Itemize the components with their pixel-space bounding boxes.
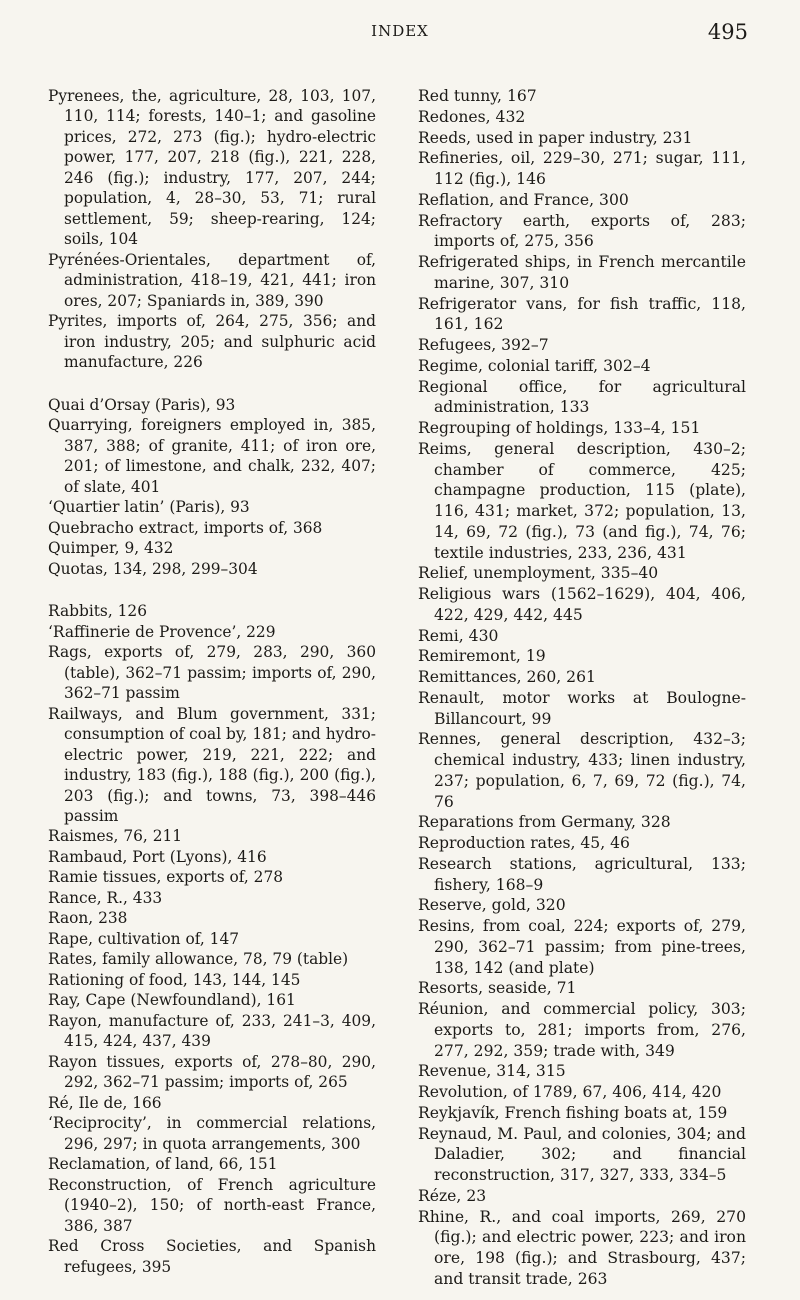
index-entry: Rape, cultivation of, 147 — [48, 929, 240, 948]
index-entry: Quai d’Orsay (Paris), 93 — [48, 395, 236, 414]
index-entry: Resorts, seaside, 71 — [418, 979, 577, 998]
index-entry: Refractory earth, exports of, 283; imports of, 275, 356 — [418, 211, 746, 251]
index-entry: Reserve, gold, 320 — [418, 896, 566, 915]
index-entry: Refrigerator vans, for fish traffic, 118, 161, 162 — [418, 294, 746, 334]
index-entry: Réze, 23 — [418, 1186, 487, 1205]
index-entry: Ramie tissues, exports of, 278 — [48, 868, 284, 887]
index-column-right — [418, 86, 746, 1290]
index-entry: Rationing of food, 143, 144, 145 — [48, 970, 301, 989]
index-entry: Pyrénées-Orientales, department of, administration, 418–19, 421, 441; iron ores, 207; Spaniards in, 389, 390 — [48, 250, 376, 310]
index-entry: Refugees, 392–7 — [418, 336, 549, 354]
index-column-left — [48, 86, 376, 1277]
index-entry: Railways, and Blum government, 331; consumption of coal by, 181; and hydro-electric power, 219, 221, 222; and industry, 183 (fig.), 188 (fig.), 200 (fig.), 203 (fig.); and towns, 73, 398–446 passim — [48, 704, 376, 825]
index-entry: Reeds, used in paper industry, 231 — [418, 128, 693, 147]
index-entry: Remi, 430 — [418, 626, 499, 645]
index-entry: Reims, general description, 430–2; chamber of commerce, 425; champagne production, 115 (plate), 116, 431; market, 372; population, 13, 14, 69, 72 (fig.), 73 (and fig.), 74, 76; textile industries, 233, 236, 431 — [418, 439, 746, 562]
index-entry: Réunion, and commercial policy, 303; exports to, 281; imports from, 276, 277, 292, 359; trade with, 349 — [418, 1000, 746, 1060]
index-entry: Rennes, general description, 432–3; chemical industry, 433; linen industry, 237; population, 6, 7, 69, 72 (fig.), 74, 76 — [418, 730, 746, 811]
index-entry: Religious wars (1562–1629), 404, 406, 422, 429, 442, 445 — [418, 585, 746, 624]
index-entry: Rance, R., 433 — [48, 888, 163, 907]
index-entry: Revolution, of 1789, 67, 406, 414, 420 — [418, 1083, 722, 1101]
page-header — [0, 22, 800, 52]
index-entry: Quarrying, foreigners employed in, 385, 387, 388; of granite, 411; of iron ore, 201; of limestone, and chalk, 232, 407; of slate, 401 — [48, 416, 376, 496]
section-gap — [48, 373, 376, 395]
index-entry: Pyrites, imports of, 264, 275, 356; and iron industry, 205; and sulphuric acid manufacture, 226 — [48, 312, 376, 372]
index-entry: Rayon tissues, exports of, 278–80, 290, 292, 362–71 passim; imports of, 265 — [48, 1052, 376, 1092]
index-entry: Renault, motor works at Boulogne-Billancourt, 99 — [418, 688, 746, 728]
index-entry: Ré, Ile de, 166 — [48, 1093, 162, 1112]
index-entry: ‘Raffinerie de Provence’, 229 — [48, 622, 276, 641]
index-entry: Reparations from Germany, 328 — [418, 813, 671, 832]
index-entry: Reynaud, M. Paul, and colonies, 304; and Daladier, 302; and financial reconstruction, 317, 327, 333, 334–5 — [418, 1124, 746, 1184]
index-entry: Rayon, manufacture of, 233, 241–3, 409, 415, 424, 437, 439 — [48, 1011, 376, 1051]
index-entry: Rambaud, Port (Lyons), 416 — [48, 847, 267, 866]
section-gap — [48, 579, 376, 601]
index-entry: ‘Quartier latin’ (Paris), 93 — [48, 498, 250, 517]
index-entry: Remiremont, 19 — [418, 647, 546, 666]
index-entry: Red Cross Societies, and Spanish refugees, 395 — [48, 1237, 376, 1276]
page-number: 495 — [707, 20, 748, 44]
index-entry: Reconstruction, of French agriculture (1940–2), 150; of north-east France, 386, 387 — [48, 1175, 376, 1235]
index-entry: Remittances, 260, 261 — [418, 668, 596, 686]
index-entry: Red tunny, 167 — [418, 87, 537, 105]
index-entry: Resins, from coal, 224; exports of, 279, 290, 362–71 passim; from pine-trees, 138, 142 (and plate) — [418, 917, 746, 977]
index-entry: Reykjavík, French fishing boats at, 159 — [418, 1103, 728, 1122]
index-entry: Quotas, 134, 298, 299–304 — [48, 559, 258, 578]
index-entry: Reflation, and France, 300 — [418, 190, 629, 209]
index-entry: Regime, colonial tariff, 302–4 — [418, 356, 651, 375]
index-entry: Redones, 432 — [418, 107, 526, 126]
index-entry: Rates, family allowance, 78, 79 (table) — [48, 950, 349, 969]
index-entry: Revenue, 314, 315 — [418, 1062, 566, 1081]
index-entry: Raismes, 76, 211 — [48, 827, 183, 846]
index-entry: Refineries, oil, 229–30, 271; sugar, 111, 112 (fig.), 146 — [418, 149, 746, 188]
index-entry: Raon, 238 — [48, 909, 128, 928]
index-entry: Rabbits, 126 — [48, 602, 147, 621]
index-entry: Pyrenees, the, agriculture, 28, 103, 107, 110, 114; forests, 140–1; and gasoline prices, 272, 273 (fig.); hydro-electric power, 177, 207, 218 (fig.), 221, 228, 246 (fig.); industry, 177, 207, 244; population, 4, 28–30, 53, 71; rural settlement, 59; sheep-rearing, 124; soils, 104 — [48, 87, 376, 249]
page-title: INDEX — [371, 22, 429, 40]
index-entry: Regional office, for agricultural administration, 133 — [418, 377, 746, 417]
index-entry: Rhine, R., and coal imports, 269, 270 (fig.); and electric power, 223; and iron ore, 198 (fig.); and Strasbourg, 437; and transit trade, 263 — [418, 1207, 746, 1288]
index-entry: Rags, exports of, 279, 283, 290, 360 (table), 362–71 passim; imports of, 290, 362–71 passim — [48, 643, 376, 703]
index-entry: Reclamation, of land, 66, 151 — [48, 1155, 278, 1174]
index-entry: Relief, unemployment, 335–40 — [418, 564, 659, 583]
index-entry: ‘Reciprocity’, in commercial relations, 296, 297; in quota arrangements, 300 — [48, 1114, 376, 1153]
index-entry: Research stations, agricultural, 133; fishery, 168–9 — [418, 854, 746, 894]
index-entry: Quimper, 9, 432 — [48, 539, 174, 558]
index-entry: Refrigerated ships, in French mercantile marine, 307, 310 — [418, 253, 746, 292]
index-entry: Regrouping of holdings, 133–4, 151 — [418, 419, 701, 437]
index-entry: Ray, Cape (Newfoundland), 161 — [48, 991, 296, 1010]
index-entry: Quebracho extract, imports of, 368 — [48, 518, 323, 537]
index-entry: Reproduction rates, 45, 46 — [418, 834, 630, 852]
